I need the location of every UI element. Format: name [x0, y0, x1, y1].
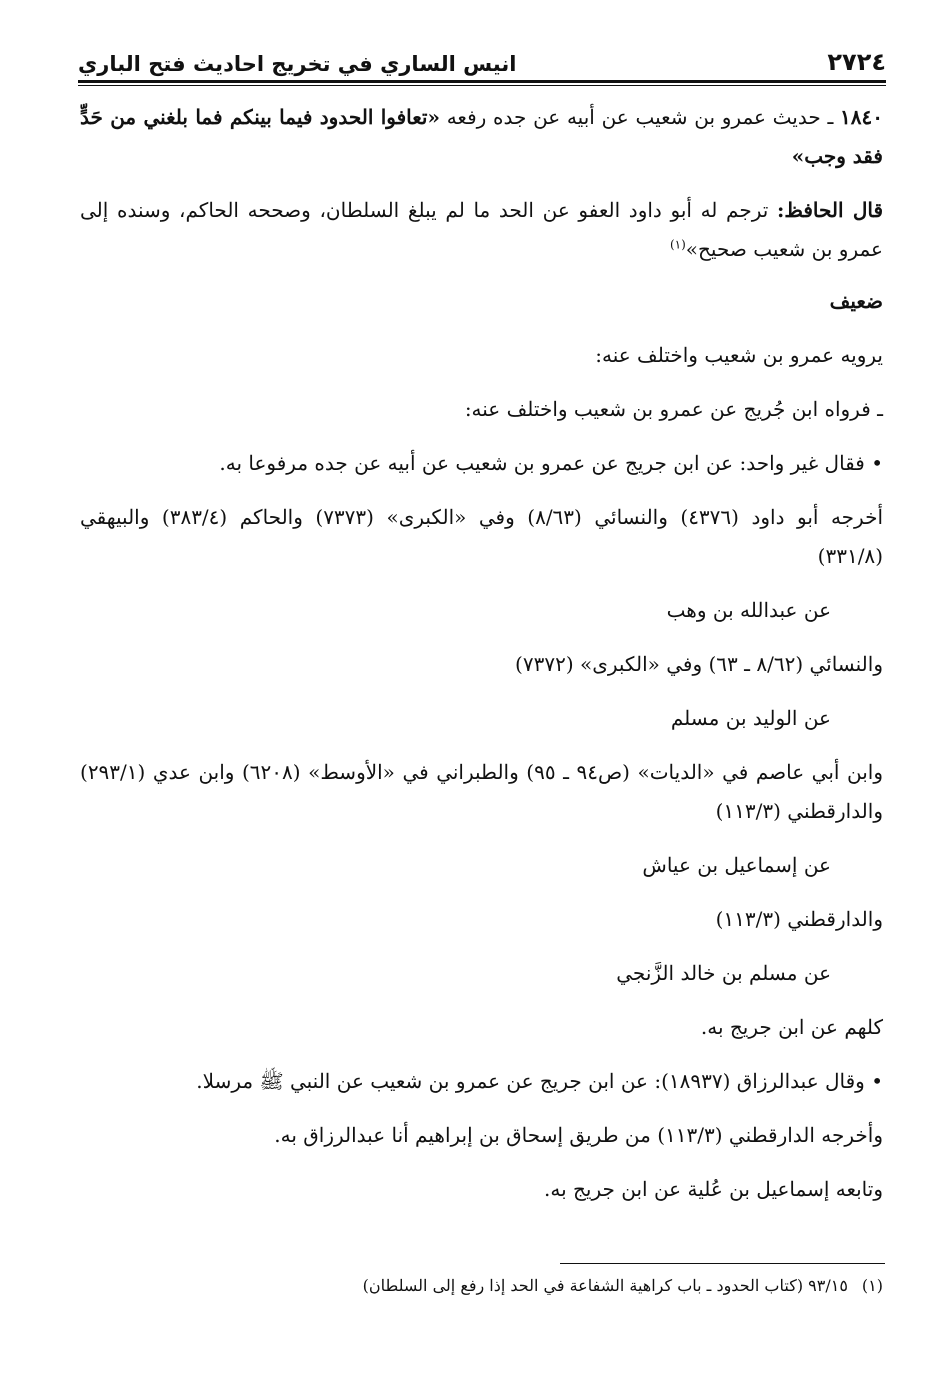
- hafiz-text: ترجم له أبو داود العفو عن الحد ما لم يبلغ السلطان، وصححه الحاكم، وسنده إلى عمرو بن شعيب صحيح»: [80, 198, 883, 261]
- text-line: عن إسماعيل بن عياش: [642, 853, 831, 877]
- hadith-intro: ـ حديث عمرو بن شعيب عن أبيه عن جده رفعه: [439, 105, 841, 129]
- hadith-paragraph: [80, 98, 883, 176]
- text-line: يرويه عمرو بن شعيب واختلف عنه:: [595, 343, 883, 367]
- text-line: • فقال غير واحد: عن ابن جريج عن عمرو بن شعيب عن أبيه عن جده مرفوعا به.: [219, 451, 883, 475]
- text-line: عن عبدالله بن وهب: [666, 598, 831, 622]
- main-text: [80, 98, 883, 1224]
- header-rule: [78, 80, 886, 83]
- footnote: [80, 1273, 883, 1299]
- hadith-text: «تعافوا الحدود فيما بينكم فما بلغني من حَدٍّ فقد وجب»: [80, 105, 883, 168]
- text-line: ـ فرواه ابن جُريج عن عمرو بن شعيب واختلف عنه:: [464, 397, 883, 421]
- hadith-number: ١٨٤٠: [840, 105, 884, 129]
- text-line: كلهم عن ابن جريج به.: [700, 1015, 883, 1039]
- text-line: وأخرجه الدارقطني (١١٣/٣) من طريق إسحاق بن إبراهيم أنا عبدالرزاق به.: [274, 1123, 883, 1147]
- text-line: أخرجه أبو داود (٤٣٧٦) والنسائي (٨/٦٣) وفي «الكبرى» (٧٣٧٣) والحاكم (٣٨٣/٤) والبيهقي (٣٣١/٨): [80, 505, 884, 568]
- footnote-text: ٩٣/١٥ (كتاب الحدود ـ باب كراهية الشفاعة في الحد إذا رفع إلى السلطان): [362, 1276, 848, 1295]
- text-line: والنسائي (٨/٦٢ ـ ٦٣) وفي «الكبرى» (٧٣٧٢): [515, 652, 883, 676]
- header-rule-thin: [78, 85, 886, 86]
- page-header: [78, 28, 886, 76]
- footnote-reference: (١): [669, 237, 686, 252]
- text-line: عن مسلم بن خالد الزَّنجي: [616, 961, 831, 985]
- text-line: وتابعه إسماعيل بن عُلية عن ابن جريج به.: [544, 1177, 883, 1201]
- text-line: عن الوليد بن مسلم: [670, 706, 831, 730]
- verdict: ضعيف: [829, 289, 883, 313]
- text-line: • وقال عبدالرزاق (١٨٩٣٧): عن ابن جريج عن عمرو بن شعيب عن النبي ﷺ مرسلا.: [196, 1069, 883, 1093]
- page-number: ٢٧٢٤: [827, 48, 886, 76]
- hafiz-paragraph: [80, 191, 883, 269]
- text-line: والدارقطني (١١٣/٣): [715, 907, 883, 931]
- footnote-number: (١): [861, 1276, 883, 1295]
- running-title: انيس الساري في تخريج احاديث فتح الباري: [78, 52, 517, 76]
- hafiz-label: قال الحافظ:: [776, 198, 884, 222]
- text-line: وابن أبي عاصم في «الديات» (ص٩٤ ـ ٩٥) والطبراني في «الأوسط» (٦٢٠٨) وابن عدي (٢٩٣/١) والدارقطني (١١٣/٣): [80, 760, 884, 823]
- footnote-rule: [560, 1263, 885, 1264]
